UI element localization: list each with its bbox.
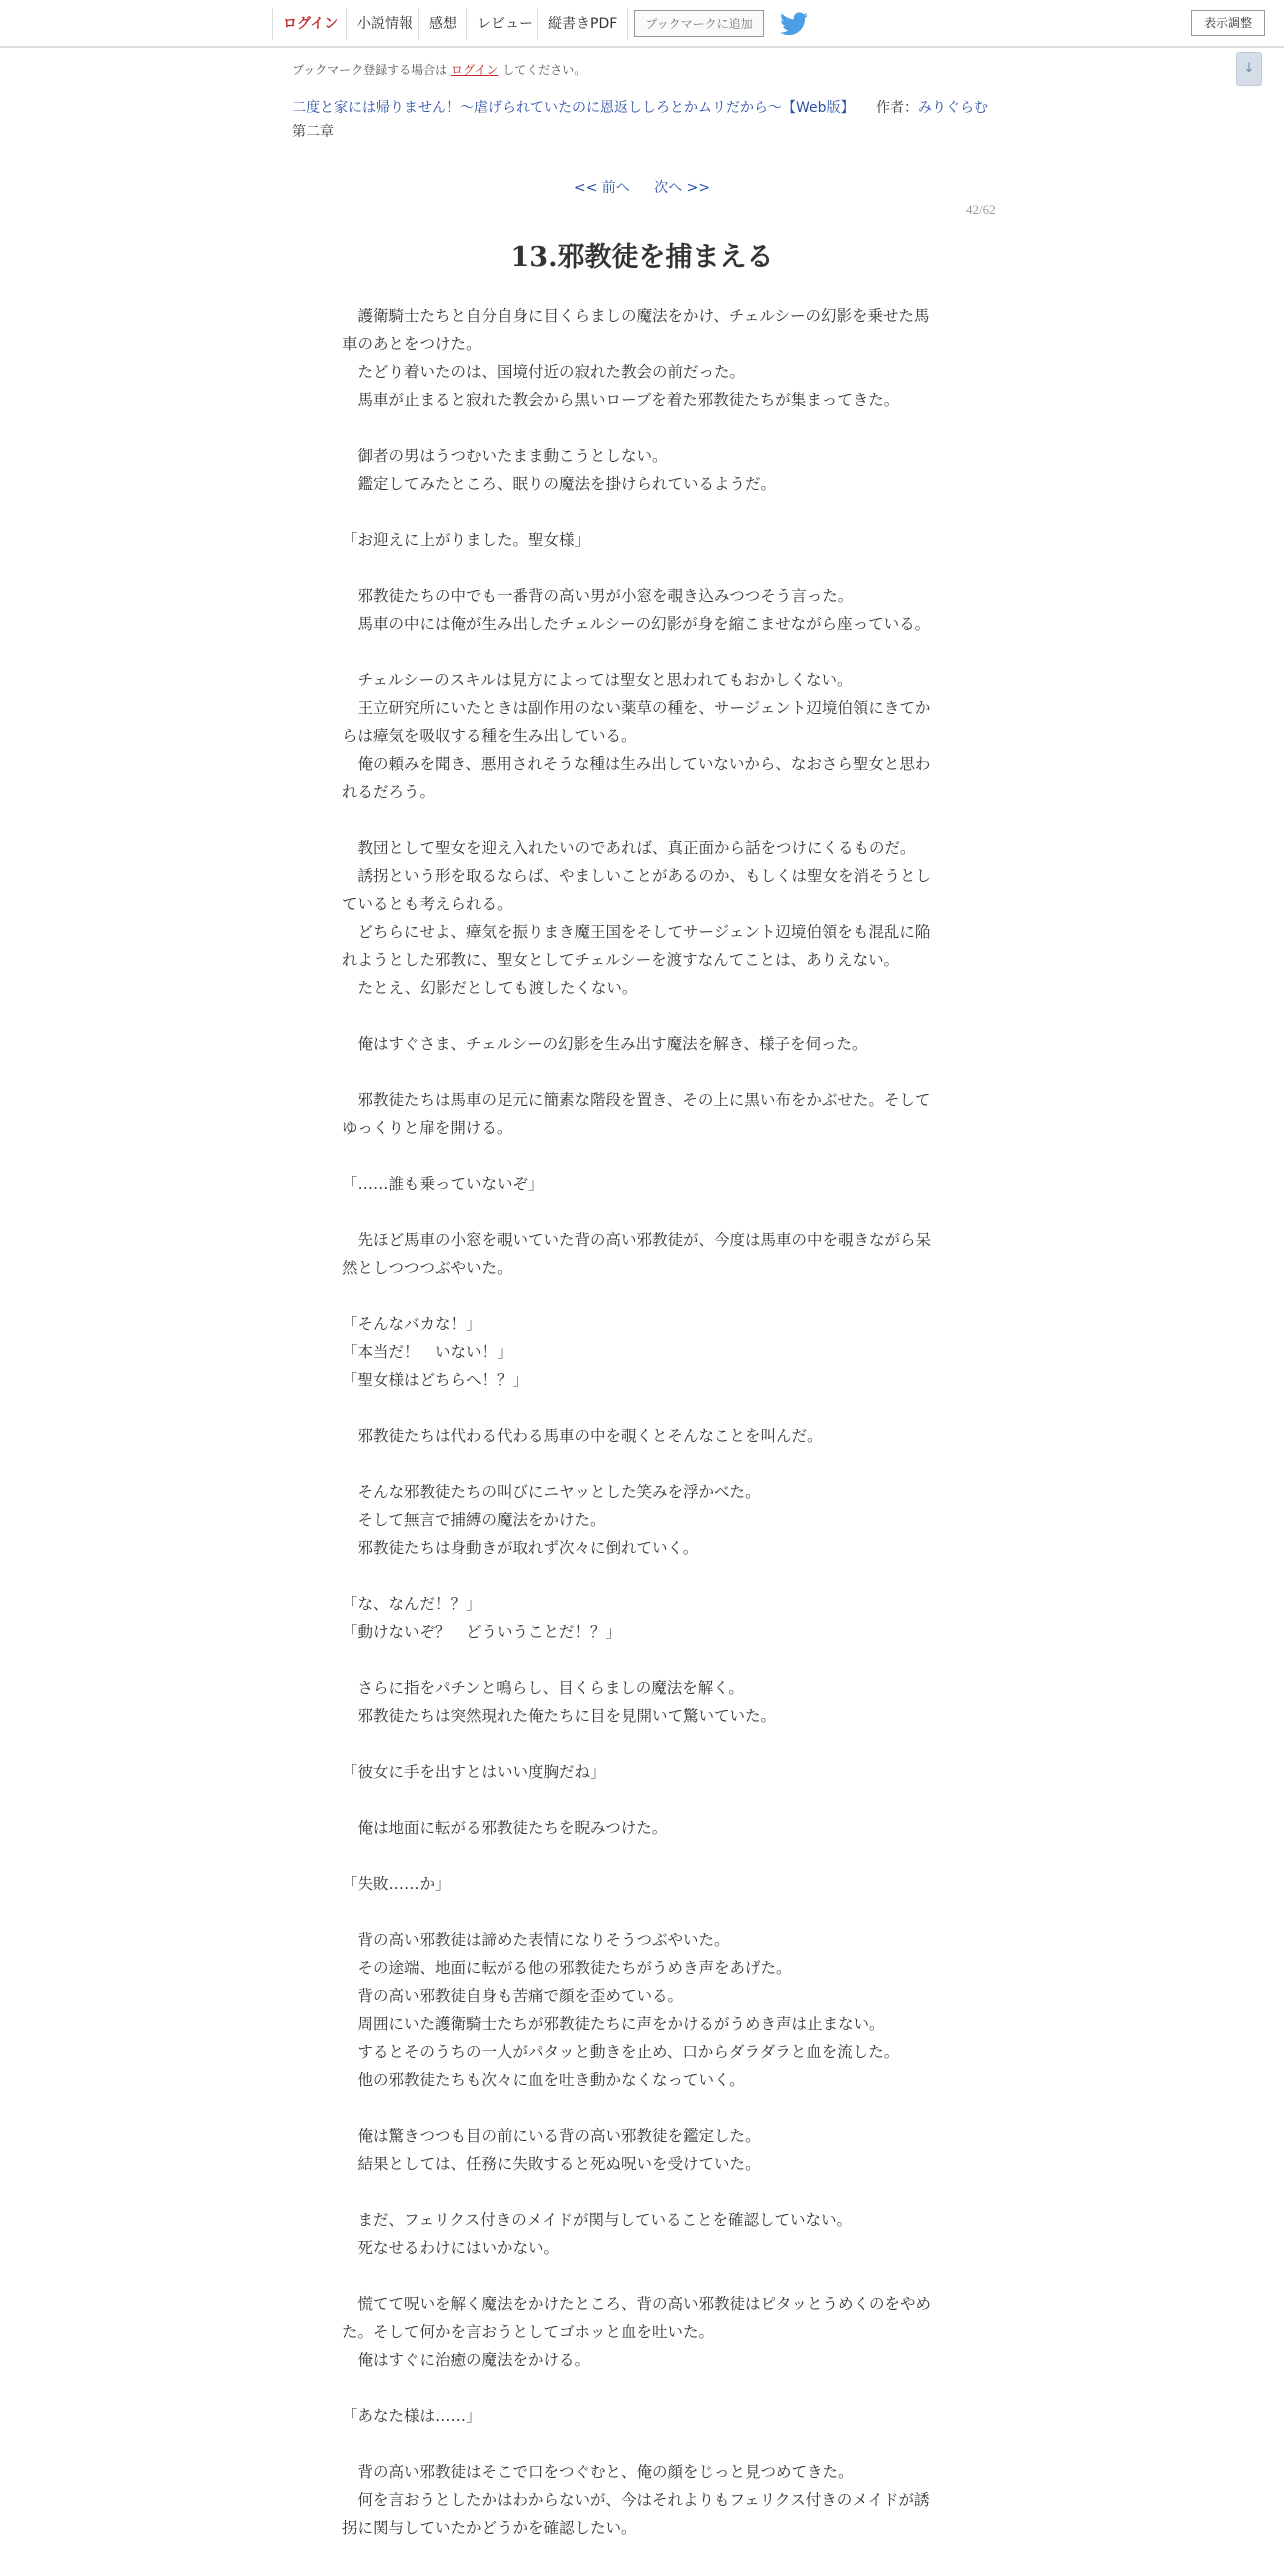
blank-line xyxy=(342,806,942,834)
blank-line xyxy=(342,554,942,582)
nav-vertical-pdf-link[interactable]: 縦書きPDF xyxy=(537,8,628,40)
blank-line xyxy=(342,1142,942,1170)
body-paragraph: 王立研究所にいたときは副作用のない薬草の種を、サージェント辺境伯領にきてからは瘴気を吸収する種を生み出している。 xyxy=(342,699,931,745)
body-paragraph: 周囲にいた護衛騎士たちが邪教徒たちに声をかけるがうめき声は止まない。 xyxy=(342,2015,885,2033)
body-paragraph: 背の高い邪教徒はそこで口をつぐむと、俺の顔をじっと見つめてきた。 xyxy=(342,2463,854,2481)
body-paragraph: 「彼女に手を出すとはいい度胸だね」 xyxy=(342,1763,606,1781)
blank-line xyxy=(342,1002,942,1030)
episode-title: 13.邪教徒を捕まえる xyxy=(510,242,774,273)
body-paragraph: 先ほど馬車の小窓を覗いていた背の高い邪教徒が、今度は馬車の中を覗きながら呆然としつつつぶやいた。 xyxy=(342,1231,932,1277)
blank-line xyxy=(342,2094,942,2122)
body-paragraph: 慌てて呪いを解く魔法をかけたところ、背の高い邪教徒はピタッとうめくのをやめた。そして何かを言おうとしてゴホッと血を吐いた。 xyxy=(342,2295,932,2341)
body-paragraph: 御者の男はうつむいたまま動こうとしない。 xyxy=(342,447,668,465)
body-paragraph: どちらにせよ、瘴気を振りまき魔王国をそしてサージェント辺境伯領をも混乱に陥れようとした邪教に、聖女としてチェルシーを渡すなんてことは、ありえない。 xyxy=(342,923,931,969)
body-paragraph: 邪教徒たちの中でも一番背の高い男が小窓を覗き込みつつそう言った。 xyxy=(342,587,854,605)
body-paragraph: 何を言おうとしたかはわからないが、今はそれよりもフェリクス付きのメイドが誘拐に関与していたかどうかを確認したい。 xyxy=(342,2491,930,2537)
body-paragraph: たどり着いたのは、国境付近の寂れた教会の前だった。 xyxy=(342,363,746,381)
blank-line xyxy=(342,2430,942,2458)
body-paragraph: 「動けないぞ？ どういうことだ！？」 xyxy=(342,1623,622,1641)
blank-line xyxy=(342,1562,942,1590)
body-paragraph: 俺はすぐに治癒の魔法をかける。 xyxy=(342,2351,591,2369)
body-paragraph: 馬車が止まると寂れた教会から黒いローブを着た邪教徒たちが集まってきた。 xyxy=(342,391,900,409)
blank-line xyxy=(342,1058,942,1086)
blank-line xyxy=(342,2374,942,2402)
body-paragraph: 「な、なんだ！？」 xyxy=(342,1595,482,1613)
blank-line xyxy=(342,1646,942,1674)
twitter-icon[interactable] xyxy=(780,12,808,36)
blank-line xyxy=(342,1282,942,1310)
body-paragraph: チェルシーのスキルは見方によっては聖女と思われてもおかしくない。 xyxy=(342,671,853,689)
series-title-link[interactable]: 二度と家には帰りません！～虐げられていたのに恩返ししろとかムリだから～【Web版】 xyxy=(292,100,855,116)
display-settings-button[interactable]: 表示調整 xyxy=(1191,10,1265,36)
body-paragraph: 他の邪教徒たちも次々に血を吐き動かなくなっていく。 xyxy=(342,2071,745,2089)
body-paragraph: 邪教徒たちは代わる代わる馬車の中を覗くとそんなことを叫んだ。 xyxy=(342,1427,823,1445)
notice-suffix: してください。 xyxy=(502,63,587,77)
top-nav-bar xyxy=(0,0,1284,48)
body-paragraph: 鑑定してみたところ、眠りの魔法を掛けられているようだ。 xyxy=(342,475,777,493)
body-paragraph: 馬車の中には俺が生み出したチェルシーの幻影が身を縮こませながら座っている。 xyxy=(342,615,931,633)
body-paragraph: 護衛騎士たちと自分自身に目くらましの魔法をかけ、チェルシーの幻影を乗せた馬車のあとをつけた。 xyxy=(342,307,930,353)
body-paragraph: 俺は地面に転がる邪教徒たちを睨みつけた。 xyxy=(342,1819,668,1837)
body-paragraph: 邪教徒たちは突然現れた俺たちに目を見開いて驚いていた。 xyxy=(342,1707,777,1725)
body-paragraph: 誘拐という形を取るならば、やましいことがあるのか、もしくは聖女を消そうとしているとも考えられる。 xyxy=(342,867,932,913)
blank-line xyxy=(342,638,942,666)
notice-login-link[interactable]: ログイン xyxy=(451,63,499,77)
chapter-title: 第二章 xyxy=(292,124,334,140)
body-paragraph: 邪教徒たちは身動きが取れず次々に倒れていく。 xyxy=(342,1539,699,1557)
body-paragraph: 邪教徒たちは馬車の足元に簡素な階段を置き、その上に黒い布をかぶせた。そしてゆっくりと扉を開ける。 xyxy=(342,1091,931,1137)
body-paragraph: そして無言で捕縛の魔法をかけた。 xyxy=(342,1511,606,1529)
body-paragraph: 「……誰も乗っていないぞ」 xyxy=(342,1175,544,1193)
body-paragraph: 「本当だ！ いない！」 xyxy=(342,1343,513,1361)
bookmark-login-notice xyxy=(292,61,586,78)
nav-impressions-link[interactable]: 感想 xyxy=(418,8,467,40)
blank-line xyxy=(342,2262,942,2290)
add-bookmark-button[interactable]: ブックマークに追加 xyxy=(634,10,764,37)
nav-review-link[interactable]: レビュー xyxy=(466,8,543,40)
nav-novel-info-link[interactable]: 小説情報 xyxy=(346,8,423,40)
body-paragraph: 「あなた様は……」 xyxy=(342,2407,482,2425)
blank-line xyxy=(342,2178,942,2206)
next-episode-link[interactable]: 次へ >> xyxy=(654,180,711,196)
blank-line xyxy=(342,1394,942,1422)
body-paragraph: 結果としては、任務に失敗すると死ぬ呪いを受けていた。 xyxy=(342,2155,761,2173)
body-paragraph: 背の高い邪教徒自身も苦痛で顔を歪めている。 xyxy=(342,1987,684,2005)
body-paragraph: 「聖女様はどちらへ！？」 xyxy=(342,1371,529,1389)
author-label: 作者： xyxy=(876,100,918,116)
author-link[interactable]: みりぐらむ xyxy=(918,100,988,116)
blank-line xyxy=(342,498,942,526)
body-paragraph: 俺はすぐさま、チェルシーの幻影を生み出す魔法を解き、様子を伺った。 xyxy=(342,1035,868,1053)
body-paragraph: 「そんなバカな！」 xyxy=(342,1315,482,1333)
prev-episode-link[interactable]: << 前へ xyxy=(573,180,630,196)
scroll-down-button[interactable]: ↓ xyxy=(1236,52,1262,86)
body-paragraph: そんな邪教徒たちの叫びにニヤッとした笑みを浮かべた。 xyxy=(342,1483,761,1501)
body-paragraph: 教団として聖女を迎え入れたいのであれば、真正面から話をつけにくるものだ。 xyxy=(342,839,916,857)
author-line xyxy=(876,97,988,117)
body-paragraph: 俺の頼みを聞き、悪用されそうな種は生み出していないから、なおさら聖女と思われるだろう。 xyxy=(342,755,931,801)
blank-line xyxy=(342,1898,942,1926)
blank-line xyxy=(342,1842,942,1870)
body-paragraph: さらに指をパチンと鳴らし、目くらましの魔法を解く。 xyxy=(342,1679,744,1697)
blank-line xyxy=(342,1730,942,1758)
blank-line xyxy=(342,414,942,442)
body-paragraph: 背の高い邪教徒は諦めた表情になりそうつぶやいた。 xyxy=(342,1931,730,1949)
body-paragraph: たとえ、幻影だとしても渡したくない。 xyxy=(342,979,638,997)
body-paragraph: 死なせるわけにはいかない。 xyxy=(342,2239,560,2257)
blank-line xyxy=(342,1198,942,1226)
body-paragraph: するとそのうちの一人がパタッと動きを止め、口からダラダラと血を流した。 xyxy=(342,2043,900,2061)
body-paragraph: その途端、地面に転がる他の邪教徒たちがうめき声をあげた。 xyxy=(342,1959,792,1977)
body-paragraph: 俺は驚きつつも目の前にいる背の高い邪教徒を鑑定した。 xyxy=(342,2127,761,2145)
nav-login-link[interactable]: ログイン xyxy=(272,8,348,40)
episode-pager xyxy=(0,177,1284,197)
body-paragraph: まだ、フェリクス付きのメイドが関与していることを確認していない。 xyxy=(342,2211,852,2229)
novel-body xyxy=(342,302,942,2542)
blank-line xyxy=(342,1786,942,1814)
blank-line xyxy=(342,1450,942,1478)
body-paragraph: 「失敗……か」 xyxy=(342,1875,451,1893)
notice-prefix: ブックマーク登録する場合は xyxy=(292,63,448,77)
body-paragraph: 「お迎えに上がりました。聖女様」 xyxy=(342,531,591,549)
episode-page-number: 42/62 xyxy=(966,202,996,217)
